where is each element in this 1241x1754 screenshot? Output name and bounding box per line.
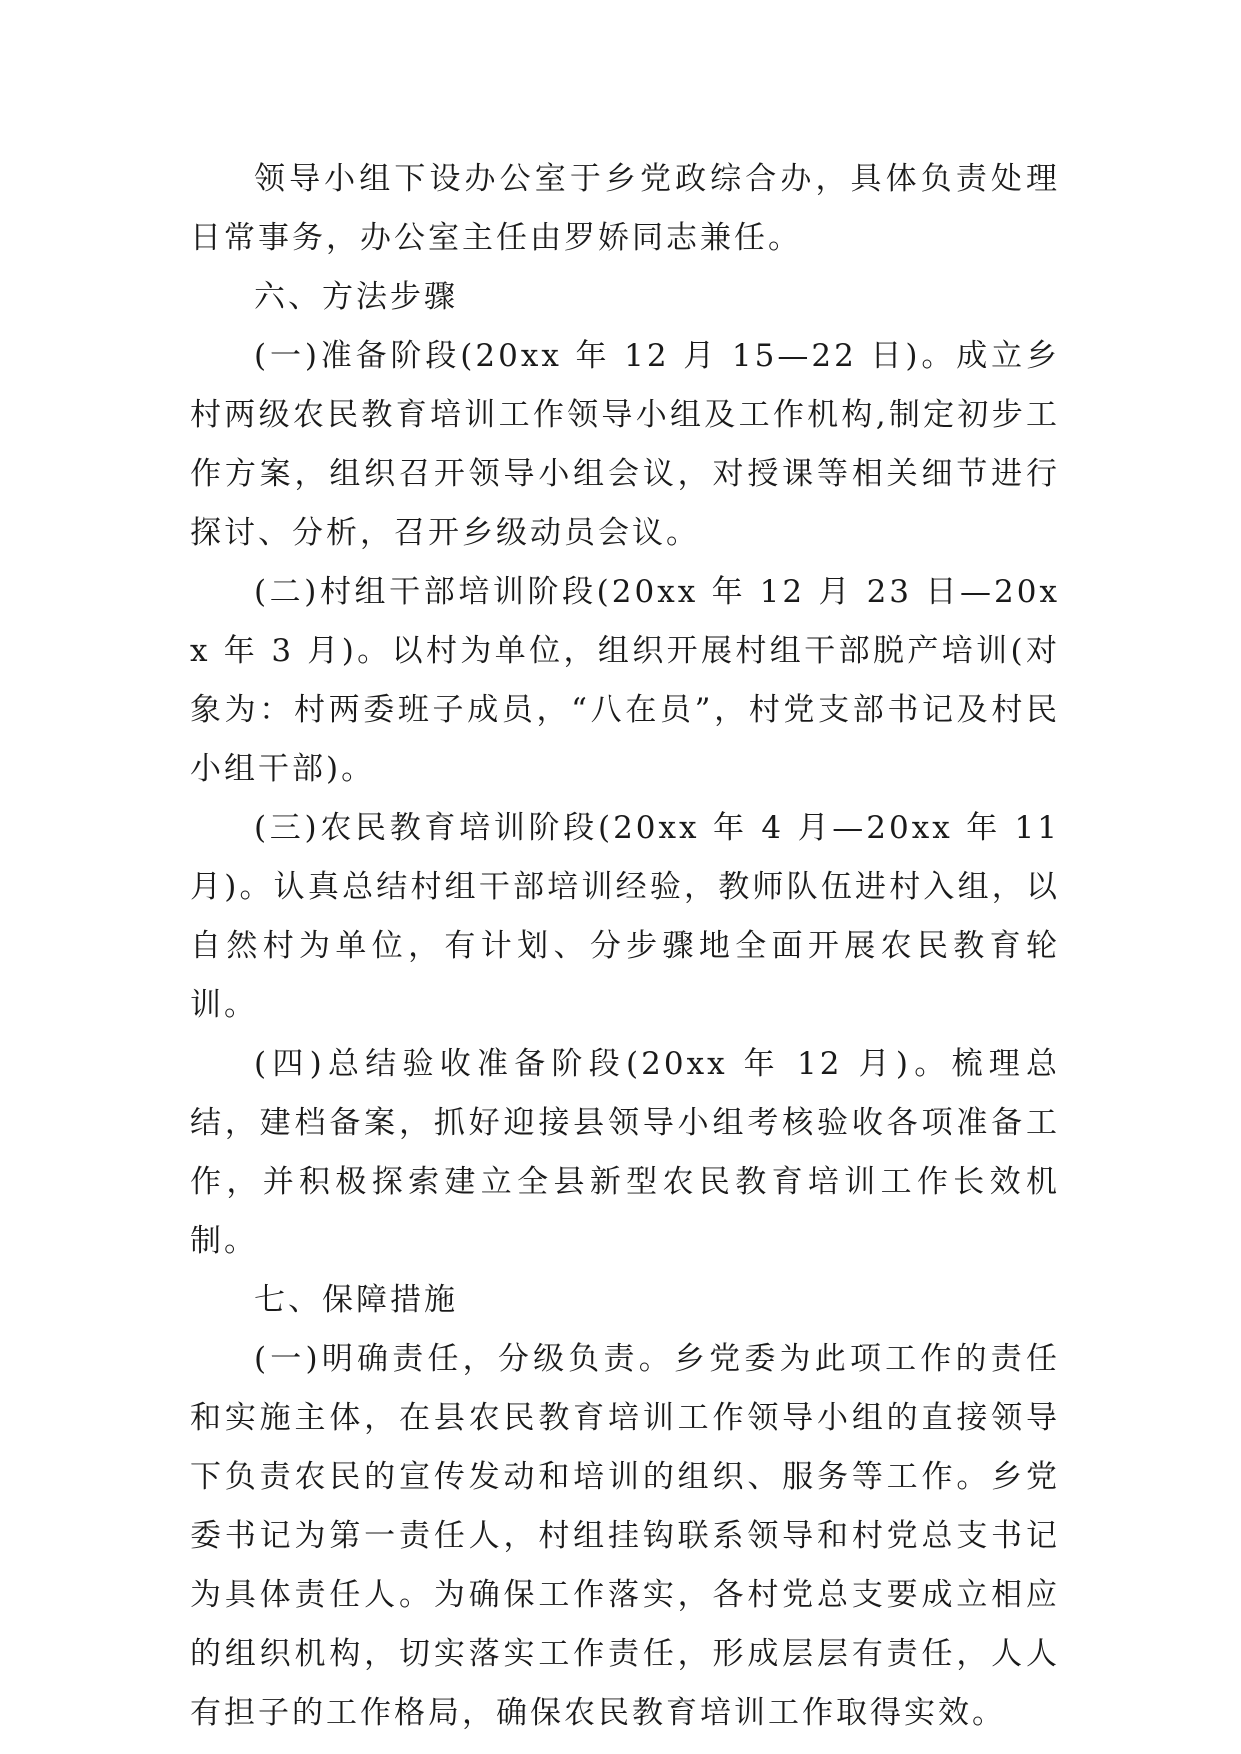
paragraph-responsibility: (一)明确责任，分级负责。乡党委为此项工作的责任和实施主体，在县农民教育培训工作领导小组的直接领导下负责农民的宣传发动和培训的组织、服务等工作。乡党委书记为第一责任人，村组挂钩联系领导和村党总支书记为具体责任人。为确保工作落实，各村党总支要成立相应的组织机构，切实落实工作责任，形成层层有责任，人人有担子的工作格局，确保农民教育培训工作取得实效。	[190, 1341, 1060, 1731]
paragraph-acceptance-stage: (四)总结验收准备阶段(20xx 年 12 月)。梳理总结，建档备案，抓好迎接县领导小组考核验收各项准备工作，并积极探索建立全县新型农民教育培训工作长效机制。	[190, 1046, 1060, 1259]
paragraph-cadre-training-stage: (二)村组干部培训阶段(20xx 年 12 月 23 日—20xx 年 3 月)。以村为单位，组织开展村组干部脱产培训(对象为：村两委班子成员，“八在员”，村党支部书记及村民小组干部)。	[190, 574, 1060, 787]
section-heading-safeguards: 七、保障措施	[254, 1282, 458, 1318]
paragraph-farmer-training-stage: (三)农民教育培训阶段(20xx 年 4 月—20xx 年 11 月)。认真总结村组干部培训经验，教师队伍进村入组，以自然村为单位，有计划、分步骤地全面开展农民教育轮训。	[190, 810, 1060, 1023]
document-body	[190, 150, 1060, 1743]
section-heading-methods: 六、方法步骤	[254, 279, 458, 315]
paragraph-office: 领导小组下设办公室于乡党政综合办，具体负责处理日常事务，办公室主任由罗娇同志兼任。	[190, 161, 1060, 256]
paragraph-preparation-stage: (一)准备阶段(20xx 年 12 月 15—22 日)。成立乡村两级农民教育培训工作领导小组及工作机构,制定初步工作方案，组织召开领导小组会议，对授课等相关细节进行探讨、分析，召开乡级动员会议。	[190, 338, 1060, 551]
